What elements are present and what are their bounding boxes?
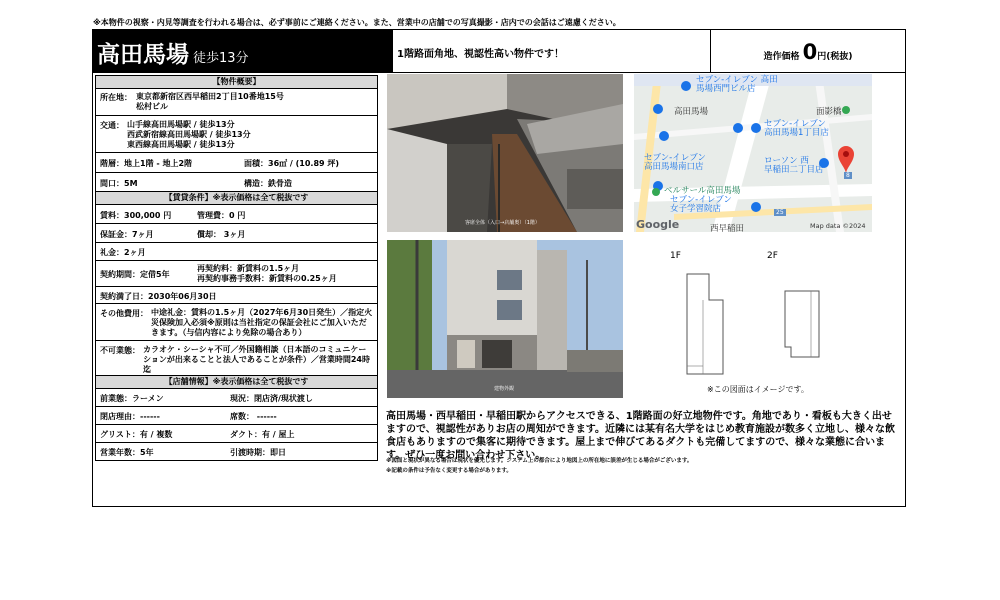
map-label-bellesalle: ベルサール高田馬場	[664, 186, 741, 196]
station-title	[93, 30, 393, 72]
exterior-photo-drawing	[387, 240, 623, 398]
route-number-8: 8	[846, 172, 850, 179]
floor1-plan	[685, 270, 725, 376]
amortization: 償却： 3ヶ月	[197, 230, 246, 239]
other-fees-row	[95, 304, 378, 341]
deposit-row	[95, 224, 378, 243]
rent-row	[95, 205, 378, 224]
catch-copy: 1階路面角地、視認性高い物件です！	[393, 30, 711, 72]
other-fees-label: その他費用：	[100, 309, 148, 318]
restricted-value: カラオケ・シーシャ不可／外国籍相談（日本語のコミュニケー ションが出来ることと法人であることが条件）／営業時間24時 迄	[143, 345, 370, 374]
expiry-row	[95, 287, 378, 304]
handover-timing: 引渡時期：即日	[230, 448, 286, 457]
map-label-4: セブン-イレブン 女子学習院店	[670, 195, 732, 214]
map-label-2: セブン-イレブン 高田馬場1丁目店	[764, 119, 829, 138]
area: 面積：36㎡ / (10.89 坪)	[244, 159, 340, 168]
management-fee: 管理費：0 円	[197, 211, 246, 220]
station-name: 高田馬場	[97, 42, 189, 68]
interior-photo	[387, 74, 623, 232]
map-label-3: セブン-イレブン 高田馬場南口店	[644, 153, 706, 172]
previous-business: 前業態：ラーメン	[100, 394, 164, 403]
viewing-notice: ※本物件の視察・内見等調査を行われる場合は、必ず事前にご連絡ください。また、営業中の店舗での写真撮影・店内での会話はご遠慮ください。	[93, 18, 621, 27]
contract-period: 契約期間：定借5年	[100, 270, 170, 279]
property-description: 高田馬場・西早稲田・早稲田駅からアクセスできる、1階路面の好立地物件です。角地であり・看板も大きく出せますので、視認性がありお店の周知ができます。近隣には某有名大学をはじめ教育施設が数多く立地し、様々な飲食店もありますので集客に期待できます。屋上まで伸びてあるダクトも完備してますので、様々な業態に合います。ぜひ一度お問い合わせ下さい。	[386, 411, 895, 461]
structure: 構造：鉄骨造	[244, 179, 292, 188]
price-unit: 円(税抜)	[817, 52, 853, 62]
floors: 階層：地上1階 - 地上2階	[100, 159, 193, 168]
floor1-label: 1F	[670, 251, 681, 261]
overview-heading: 【物件概要】	[95, 76, 378, 89]
close-reason: 閉店理由：------	[100, 412, 160, 421]
frontage: 間口：5M	[100, 179, 138, 188]
spec-table	[95, 75, 378, 461]
years-row	[95, 443, 378, 461]
price-box	[711, 30, 905, 72]
address-value: 東京都新宿区西早稲田2丁目10番地15号 松村ビル	[136, 92, 284, 111]
contract-expiry: 契約満了日：2030年06月30日	[100, 292, 217, 301]
grease-trap: グリスト：有 / 複数	[100, 430, 173, 439]
shop-heading: 【店舗情報】※表示価格は全て税抜です	[95, 376, 378, 389]
area-map	[634, 74, 872, 232]
footnote-1: ※図面と現状が異なる場合は現状を優先します。システム上の都合により地図上の所在地に誤差が生じる場合がございます。	[386, 458, 693, 464]
lease-heading: 【賃貸条件】※表示価格は全て税抜です	[95, 192, 378, 205]
duct: ダクト：有 / 屋上	[230, 430, 295, 439]
floor2-plan	[783, 287, 821, 359]
floors-row	[95, 153, 378, 173]
prev-business-row	[95, 389, 378, 407]
key-money: 礼金：2ヶ月	[100, 248, 146, 257]
access-row	[95, 116, 378, 153]
current-status: 現況：閉店済/現状渡し	[230, 394, 313, 403]
frontage-row	[95, 173, 378, 192]
price-label: 造作価格	[763, 52, 800, 62]
sheet-header	[93, 30, 905, 73]
google-logo: Google	[636, 218, 680, 231]
exterior-photo-caption: 建物外観	[494, 386, 515, 392]
address-row	[95, 89, 378, 116]
key-money-row	[95, 243, 378, 261]
footnote-2: ※記載の条件は予告なく変更する場合があります。	[386, 468, 512, 474]
deposit: 保証金：7ヶ月	[100, 230, 154, 239]
other-fees-value: 中途礼金：賃料の1.5ヶ月（2027年6月30日発生）／指定火 災保険加入必須※原則は当社指定の保証会社にご加入いただ きます。（与信内容により免除の場合あり）	[151, 308, 373, 337]
business-years: 営業年数：5年	[100, 448, 154, 457]
renewal-fees: 再契約料：新賃料の1.5ヶ月 再契約事務手数料：新賃料の0.25ヶ月	[197, 264, 337, 283]
walk-time: 徒歩13分	[193, 51, 249, 66]
rent: 賃料：300,000 円	[100, 211, 172, 220]
access-label: 交通：	[100, 121, 124, 130]
restricted-business-row	[95, 341, 378, 376]
equipment-row	[95, 425, 378, 443]
close-reason-row	[95, 407, 378, 425]
map-label-lawson: ローソン 西 早稲田二丁目店	[764, 156, 824, 175]
interior-photo-drawing	[387, 74, 623, 232]
price-value: 0	[802, 40, 818, 64]
property-sheet	[92, 29, 906, 507]
interior-photo-caption: 客席全体（入口→店舗奥）（1階）	[465, 220, 540, 226]
map-copyright: Map data ©2024	[810, 222, 866, 230]
map-label-omokagebashi: 面影橋	[816, 107, 842, 117]
access-value: 山手線高田馬場駅 / 徒歩13分 西武新宿線高田馬場駅 / 徒歩13分 東西線高田馬場駅 / 徒歩13分	[127, 120, 251, 149]
map-label-1: セブン-イレブン 高田 馬場西門ビル店	[696, 75, 778, 94]
restricted-label: 不可業態：	[100, 346, 140, 355]
period-row	[95, 261, 378, 287]
exterior-photo	[387, 240, 623, 398]
map-label-station: 高田馬場	[674, 107, 709, 117]
seat-count: 席数： ------	[230, 412, 277, 421]
map-label-nishiwaseda: 西早稲田	[710, 224, 745, 232]
floor-plan-note: ※この図面はイメージです。	[707, 385, 809, 394]
floor2-label: 2F	[767, 251, 778, 261]
route-number-25: 25	[776, 209, 784, 216]
address-label: 所在地：	[100, 93, 132, 102]
